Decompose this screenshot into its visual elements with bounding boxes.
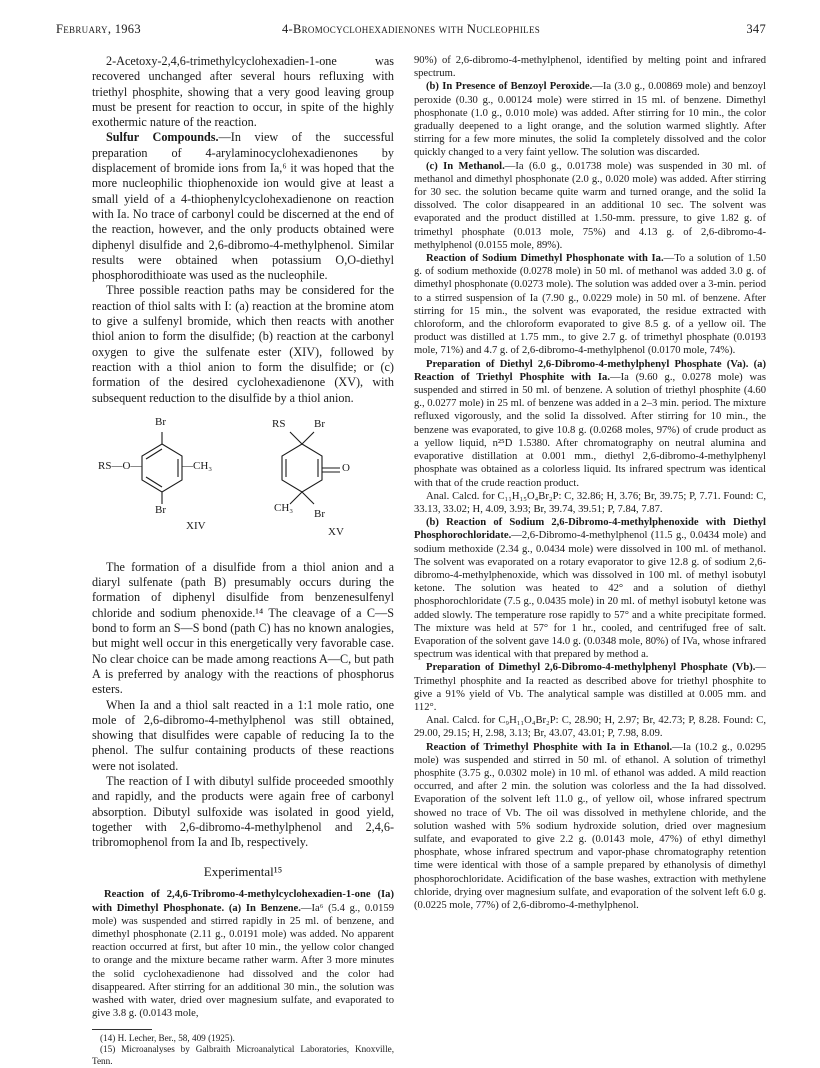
paragraph-text: —Ia (6.0 g., 0.01738 mole) was suspended in 30 ml. of methanol and dimethyl phosphonate (2.0 g., 0.020 mole) was added. After stirring for 30 sec. the solution became quite warm and turned orange, and the solid Ia dissolved. The color disappeared in an additional 10 sec. The solvent was evaporated and the product distilled at 1.50-mm. pressure, to give 1.82 g. of trimethyl phosphate (0.013 mole, 75%) and 4.13 g. of 2,6-dibromo-4-methylphenol (0.0155 mole, 89%). [414,160,766,251]
footnote: (15) Microanalyses by Galbraith Microanalytical Laboratories, Knoxville, Tenn. [92,1044,394,1066]
paragraph [414,80,766,159]
paragraph [414,358,766,490]
xiv-br-top: Br [155,415,166,428]
paragraph [414,741,766,913]
run-in-heading: (b) In Presence of Benzoyl Peroxide. [426,81,593,93]
chemical-structures [92,412,394,552]
paragraph-text: —Ia (3.0 g., 0.00869 mole) and benzoyl peroxide (0.30 g., 0.00124 mole) were stirred in 15 ml. of benzene. Dimethyl phosphonate (1.0 g., 0.010 mole) was added. After stirring for 10 min., the color gradually deepened to a light orange, and the solution warmed slightly. After stirring for a few more minutes, the solid Ia completely dissolved and the color quickly changed to a very faint yellow. The solution was discarded. [414,81,766,159]
paragraph-text: —Trimethyl phosphite and Ia reacted as described above for triethyl phosphite to give a 91% yield of Vb. The analytical sample was distilled at 0.005 mm. and 112°. [414,662,766,713]
run-in-heading: Sulfur Compounds. [106,130,219,145]
xv-br-top: Br [314,417,325,430]
header-title: 4-Bromocyclohexadienones with Nucleophiles [281,22,541,36]
run-in-heading: Preparation of Diethyl 2,6-Dibromo-4-methylphenyl Phosphate (Va). (a) Reaction of Triethyl Phosphite with Ia. [414,358,766,383]
xiv-rs-group: RS—O— [98,459,142,472]
left-column [92,54,394,1067]
run-in-heading: Reaction of Trimethyl Phosphite with Ia in Ethanol. [426,741,673,753]
paragraph-text: —In view of the successful preparation of 4-arylaminocyclohexadienones by displacement of bromide ions from Ia,⁶ it was hoped that the more nucleophilic thiophenoxide ion would give at least a small yield of a 4-thiophenylcyclohexadienone on reaction with Ia. No trace of carbonyl could be discerned at the end of the reaction, however, and the only products obtained were diphenyl disulfide and 2,6-dibromo-4-methylphenol. Similar results were obtained when potassium O,O-diethyl phosphorodithioate was used as the nucleophile. [92,130,394,283]
run-in-heading: (c) In Methanol. [426,160,505,172]
xv-br-bottom: Br [314,507,325,520]
paragraph [414,160,766,252]
paragraph: The reaction of I with dibutyl sulfide proceeded smoothly and rapidly, and the products were again free of carbonyl absorption. Dibutyl sulfoxide was isolated in good yield, together with 2,6-dibromo-4-methylphenol and 2,4,6-tribromophenol from Ia and Ib, respectively. [92,773,394,850]
paragraph: When Ia and a thiol salt reacted in a 1:1 mole ratio, one mole of 2,6-dibromo-4-methylphenol was still obtained, showing that disulfides were capable of reducing Ia to the phenol. The sulfur containing products of these reactions were not isolated. [92,697,394,773]
run-in-heading: Reaction of 2,4,6-Tribromo-4-methylcyclohexadien-1-one (Ia) with Dimethyl Phosphonate. (a) In Benzene. [92,889,394,914]
xiv-label: XIV [186,519,206,532]
paragraph-text: —Ia (9.60 g., 0.0278 mole) was suspended and stirred in 50 ml. of benzene. A solution of triethyl phosphite (4.60 g., 0.0277 mole) in 25 ml. of benzene was added in a 2–3 min. period. The mixture refluxed vigorously, and the solid Ia dissolved. After stirring for 10 min., the benzene was evaporated, to give 10.8 g. (0.0268 moles, 97%) of crude product as a yellow liquid, n²⁵D 1.5380. After chromatography on neutral alumina and evaporative distillation at 0.001 mm., diethyl 2,6-dibromo-4-methylphenyl phosphate was obtained as a colorless liquid. Its infrared spectrum was identical with that of the crude reaction product. [414,371,767,489]
paragraph-text: —2,6-Dibromo-4-methylphenol (11.5 g., 0.0434 mole) and sodium methoxide (2.34 g., 0.0434 mole) were dissolved in 100 ml. of methanol. The solvent was evaporated on a rotary evaporator to give 12.8 g. of sodium 2,6-dibromo-4-methylphenoxide, which was dissolved in 100 ml. of methyl isobutyl ketone. The solution was heated to 42° and a solution of diethyl phosphorochloridate (7.5 g., 0.0435 mole) in 20 ml. of methyl isobutyl ketone was added slowly. The temperature rose rapidly to 57° and a white precipitate formed. The mixture was held at 57° for 1 hr., cooled, and centrifuged free of salt. Evaporation of the solvent gave 14.0 g. (0.0348 mole, 80%) of IVa, whose infrared spectrum was identical with that prepared by method a. [414,530,766,661]
run-in-heading: (b) Reaction of Sodium 2,6-Dibromo-4-methylphenoxide with Diethyl Phosphorochloridate. [414,517,766,542]
header-date: February, 1963 [56,22,141,36]
section-title-experimental: Experimental¹⁵ [203,864,283,880]
running-header [56,22,766,40]
page-number: 347 [746,22,766,36]
paragraph [414,661,766,714]
run-in-heading: Preparation of Dimethyl 2,6-Dibromo-4-methylphenyl Phosphate (Vb). [426,662,756,674]
right-column [414,54,766,912]
footnote: (14) H. Lecher, Ber., 58, 409 (1925). [100,1032,235,1043]
paragraph-text: —Ia⁶ (5.4 g., 0.0159 mole) was suspended and stirred rapidly in 25 ml. of benzene, and dimethyl phosphonate (2.11 g., 0.0191 mole) was added. No apparent reaction occurred at first, but after 10 min., the yellow color changed to orange and the mixture became rather warm. After 3 more minutes the solid cyclohexadienone had dissolved and the color had disappeared. After stirring for an additional 30 min., the solution was washed with water, dried over magnesium sulfate, and evaporated to give 3.8 g. (0.0143 mole, [92,902,394,1020]
xv-rs-group: RS [272,417,286,430]
paragraph: The formation of a disulfide from a thiol anion and a diaryl sulfenate (path B) presumably occurs during the formation of diphenyl disulfide from benzenesulfenyl chloride and sodium phenoxide.¹⁴ The cleavage of a C—S bond to form an S—S bond (path C) has no known analogies, but might well occur in this energetically very favorable case. No clear choice can be made among reactions A—C, but path A is preferred by analogy with the reactions of phosphorus esters. [92,559,394,697]
footnote-rule [92,1029,152,1030]
paragraph: Three possible reaction paths may be considered for the reaction of thiol salts with I: (a) reaction at the bromine atom to give a sulfenyl bromide, which then reacts with another thiol anion to form the disulfide; (b) reaction at the carbonyl oxygen to give the sulfenate ester (XIV), followed by reaction with a thiol anion to form the disulfide; or (c) formation of the desired cyclohexadienone (XV), with subsequent reduction to the disulfide by a thiol anion. [92,283,394,405]
paragraph-text: —To a solution of 1.50 g. of sodium methoxide (0.0278 mole) in 50 ml. of methanol was added 3.0 g. of dimethyl phosphonate (0.0273 mole). The solution was added over a 3-min. period to a stirred suspension of Ia (7.90 g., 0.0229 mole) in 50 ml. of benzene. After stirring for 15 min., the solvent was evaporated, the residue extracted with chloroform, and the chloroform evaporated to give 8.5 g. of a yellow oil. The product was distilled at 1.75 mm., to give 2.7 g. of trimethyl phosphate (0.0193 mole, 71%) and 4.7 g. of 2,6-dibromo-4-methylphenol (0.0170 mole, 74%). [414,253,767,357]
xiv-br-bottom: Br [155,503,166,516]
structure-drawing [92,412,394,552]
paragraph [414,516,766,661]
xiv-ring [142,444,182,492]
analysis: Anal. Calcd. for C₉H₁₁O₄Br₂P: C, 28.90; H, 2.97; Br, 42.73; P, 8.28. Found: C, 29.00, 29.15; H, 2.98, 3.13; Br, 43.07, 43.01; P, 7.98, 8.09. [414,715,766,740]
paragraph [92,130,394,283]
analysis: Anal. Calcd. for C₁₁H₁₅O₄Br₂P: C, 32.86; H, 3.76; Br, 39.75; P, 7.71. Found: C, 33.13, 33.02; H, 4.09, 3.93; Br, 39.74, 39.51; P, 7.84, 7.87. [414,490,766,515]
paragraph: 2-Acetoxy-2,4,6-trimethylcyclohexadien-1-one was recovered unchanged after several hours refluxing with triethyl phosphite, showing that a very good leaving group must be present for reaction to occur, in spite of the highly exothermic nature of the reaction. [92,54,394,130]
run-in-heading: Reaction of Sodium Dimethyl Phosphonate with Ia. [426,253,664,265]
xv-ch3-group: CH₃ [274,501,294,514]
paragraph [92,888,394,1020]
paragraph: 90%) of 2,6-dibromo-4-methylphenol, identified by melting point and infrared spectrum. [414,55,766,80]
xv-ring [282,444,322,492]
xv-oxygen: O [342,461,350,474]
xv-label: XV [328,525,344,538]
xiv-ch3-group: —CH₃ [182,459,213,472]
paragraph-text: —Ia (10.2 g., 0.0295 mole) was suspended and stirred in 50 ml. of ethanol. A solution of trimethyl phosphite (3.75 g., 0.0302 mole) in 10 ml. of ethanol was added. A mild reaction occurred, and after 2 min. the solution was colorless and the Ia had dissolved. Evaporation of the solvent left 11.0 g., of yellow oil, whose infrared spectrum showed no trace of Vb. The oil was dissolved in methylene chloride, and the solution washed with 5% sodium hydroxide solution, dried over magnesium sulfate, and evaporated to give 2.2 g. (0.0143 mole, 47%) of ethyl dimethyl phosphate, whose infrared spectrum and vapor-phase chromatography retention time were identical with those of a sample prepared by ethanolysis of dimethyl phosphorochloridate. Acidification of the base washes, extraction with methylene chloride, drying over magnesium sulfate, and evaporation of the solvent left 6.0 g. (0.0225 mole, 77%) of 2,6-dibromo-4-methylphenol. [414,741,767,911]
paragraph [414,252,766,358]
